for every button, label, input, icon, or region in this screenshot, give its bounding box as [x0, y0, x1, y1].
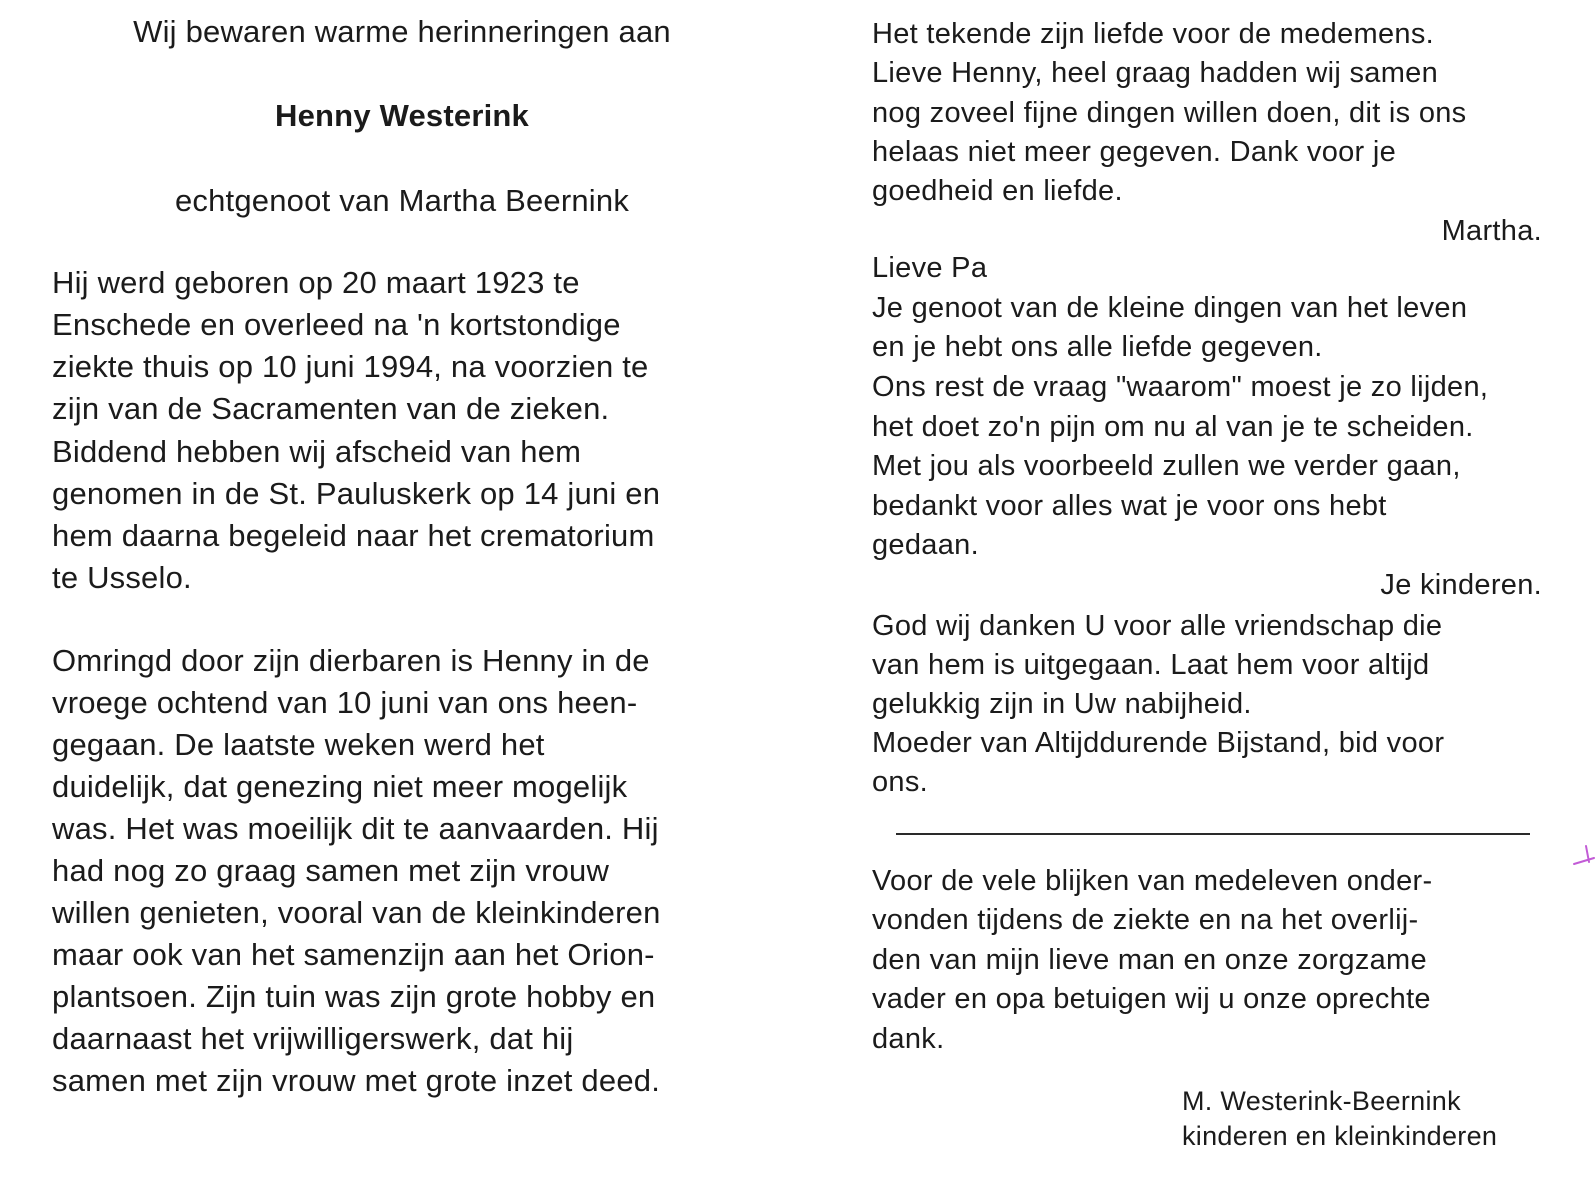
section-divider [896, 833, 1530, 835]
bio-line: Enschede en overleed na 'n kortstondige [52, 307, 621, 342]
children-text-line: Je genoot van de kleine dingen van het leven [872, 292, 1468, 324]
memory-line: was. Het was moeilijk dit te aanvaarden. Hij [52, 811, 659, 846]
memory-line: plantsoen. Zijn tuin was zijn grote hobby en [52, 979, 656, 1014]
memory-line: Omringd door zijn dierbaren is Henny in de [52, 643, 650, 678]
intro-line: Wij bewaren warme herinneringen aan [133, 14, 671, 49]
martha-text-line: Lieve Henny, heel graag hadden wij samen [872, 57, 1439, 89]
children-text-line: Met jou als voorbeeld zullen we verder gaan, [872, 450, 1461, 482]
prayer-line: gelukkig zijn in Uw nabijheid. [872, 688, 1252, 720]
martha-signature: Martha. [1441, 215, 1542, 247]
children-text-line: en je hebt ons alle liefde gegeven. [872, 331, 1323, 363]
bio-line: zijn van de Sacramenten van de zieken. [52, 391, 610, 426]
bio-line: genomen in de St. Pauluskerk op 14 juni en [52, 476, 661, 511]
memory-line: daarnaast het vrijwilligerswerk, dat hij [52, 1021, 574, 1056]
memory-line: duidelijk, dat genezing niet meer mogelijk [52, 769, 628, 804]
memory-line: samen met zijn vrouw met grote inzet deed. [52, 1063, 661, 1098]
prayer-line: Moeder van Altijddurende Bijstand, bid voor [872, 727, 1445, 759]
bio-line: te Usselo. [52, 560, 192, 595]
thanks-line: vonden tijdens de ziekte en na het overlij- [872, 904, 1419, 936]
memory-line: willen genieten, vooral van de kleinkinderen [52, 895, 661, 930]
spouse-line: echtgenoot van Martha Beernink [174, 183, 630, 218]
children-text-line: het doet zo'n pijn om nu al van je te scheiden. [872, 411, 1474, 443]
deceased-name: Henny Westerink [275, 98, 529, 133]
prayer-line: van hem is uitgegaan. Laat hem voor altijd [872, 649, 1430, 681]
memory-line: vroege ochtend van 10 juni van ons heen- [52, 685, 638, 720]
prayer-line: God wij danken U voor alle vriendschap die [872, 610, 1443, 642]
thanks-line: vader en opa betuigen wij u onze oprechte [872, 983, 1431, 1015]
bio-line: hem daarna begeleid naar het crematorium [52, 518, 655, 553]
martha-text-line: nog zoveel fijne dingen willen doen, dit is ons [872, 97, 1467, 129]
martha-text-line: helaas niet meer gegeven. Dank voor je [872, 136, 1397, 168]
martha-text-line: Het tekende zijn liefde voor de medemens. [872, 18, 1434, 50]
thanks-line: dank. [872, 1023, 945, 1055]
children-text-line: gedaan. [872, 529, 979, 561]
memory-line: maar ook van het samenzijn aan het Orion- [52, 937, 655, 972]
memory-line: gegaan. De laatste weken werd het [52, 727, 545, 762]
martha-text-line: goedheid en liefde. [872, 175, 1123, 207]
bio-line: Hij werd geboren op 20 maart 1923 te [52, 265, 580, 300]
children-text-line: Lieve Pa [872, 252, 988, 284]
children-text-line: bedankt voor alles wat je voor ons hebt [872, 490, 1387, 522]
bio-line: Biddend hebben wij afscheid van hem [52, 434, 582, 469]
closing-signature-line: M. Westerink-Beernink [1182, 1086, 1461, 1116]
children-text-line: Ons rest de vraag "waarom" moest je zo lijden, [872, 371, 1489, 403]
closing-signature-line: kinderen en kleinkinderen [1182, 1121, 1498, 1151]
thanks-line: den van mijn lieve man en onze zorgzame [872, 944, 1427, 976]
prayer-line: ons. [872, 766, 929, 798]
pen-mark-icon [1572, 842, 1596, 868]
bio-line: ziekte thuis op 10 juni 1994, na voorzien te [52, 349, 649, 384]
thanks-line: Voor de vele blijken van medeleven onder- [872, 865, 1433, 897]
children-signature: Je kinderen. [1380, 569, 1542, 601]
memory-line: had nog zo graag samen met zijn vrouw [52, 853, 610, 888]
